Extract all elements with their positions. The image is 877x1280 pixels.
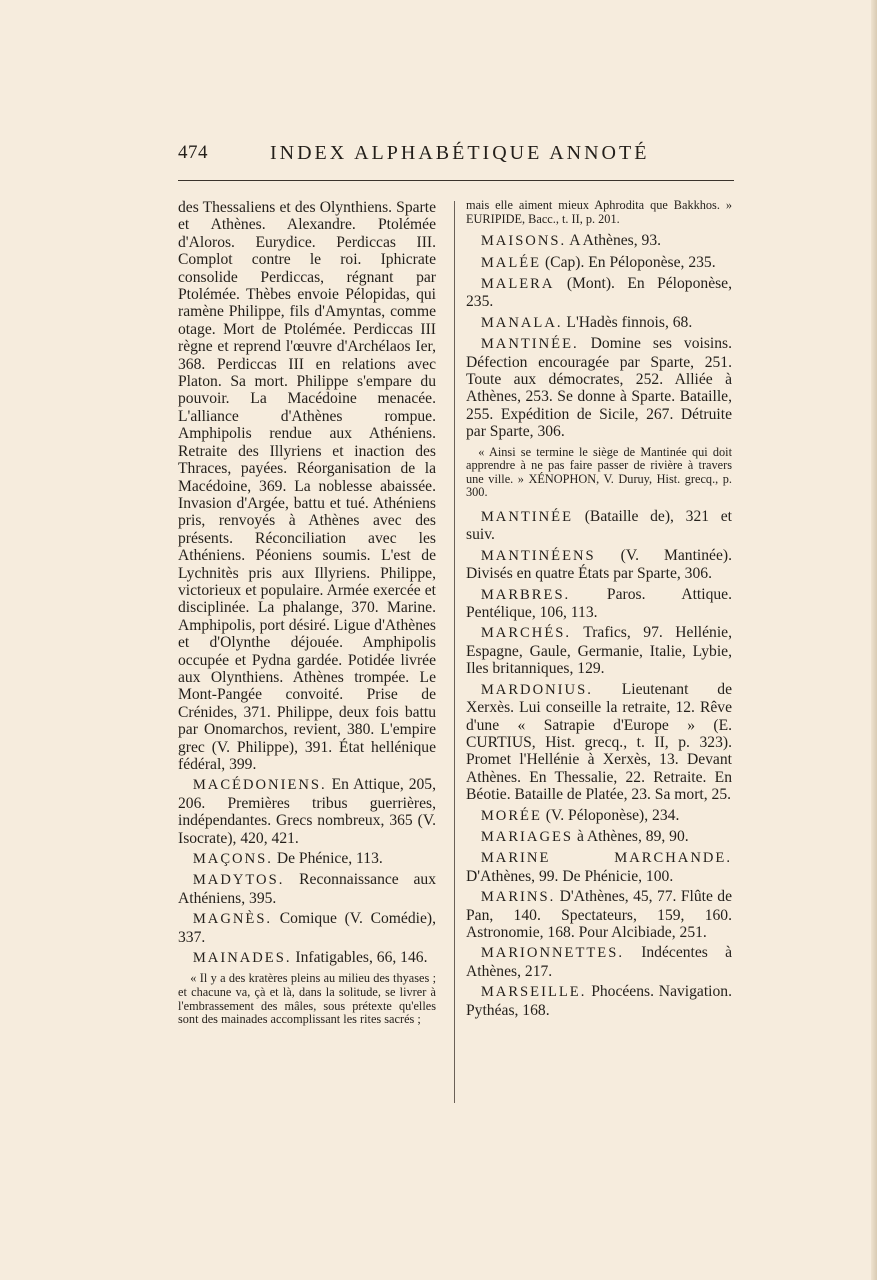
headword: MARINE MARCHANDE. xyxy=(480,850,732,867)
headword: MARBRES. xyxy=(480,586,571,603)
headword: MALERA xyxy=(480,276,555,292)
entry-text: Phocéens. Navigation. Pythéas, 168. xyxy=(466,983,732,1019)
headword: MARIAGES xyxy=(480,828,574,845)
entry-text: L'Hadès finnois, 68. xyxy=(566,313,693,331)
entry-text: D'Athènes, 99. De Phénicie, 100. xyxy=(466,867,674,885)
entry-text: En Attique, 205, 206. Premières tribus guerrières, indépendantes. Grecs nombreux, 365 (V. Isocrate), 420, 421. xyxy=(178,776,436,847)
headword: MANTINÉE. xyxy=(480,336,579,353)
column-divider xyxy=(454,201,455,1103)
entry-maisons xyxy=(466,232,732,250)
entry-moree xyxy=(466,807,732,825)
entry-text: Reconnaissance aux Athéniens, 395. xyxy=(178,871,436,907)
entry-text: Infatigables, 66, 146. xyxy=(295,949,428,967)
entry-marbres xyxy=(466,586,732,622)
headword: MARCHÉS. xyxy=(480,625,572,642)
entry-madytos xyxy=(178,871,436,907)
headword: MANTINÉENS xyxy=(480,547,596,564)
header-rule xyxy=(178,180,734,181)
entry-mariages xyxy=(466,828,732,846)
entry-text: Domine ses voisins. Défection encouragée par Sparte, 251. Toute aux démocrates, 252. Alliée à Athènes, 253. Se donne à Sparte. Bataille, 255. Expédition de Sicile, 267. Détruite par Sparte, 306. xyxy=(466,335,732,441)
entry-malee xyxy=(466,254,732,272)
entry-macedoniens xyxy=(178,776,436,847)
entry-marine xyxy=(466,849,732,885)
headword: MARIONNETTES. xyxy=(480,945,624,962)
entry-text: (Mont). En Péloponèse, 235. xyxy=(466,275,732,311)
entry-text: (Bataille de), 321 et suiv. xyxy=(466,508,732,544)
entry-mantinee-bataille xyxy=(466,508,732,544)
entry-marseille xyxy=(466,983,732,1019)
running-title: INDEX ALPHABÉTIQUE ANNOTÉ xyxy=(270,142,650,164)
headword: MANALA. xyxy=(480,314,563,331)
entry-marionnettes xyxy=(466,944,732,980)
entry-text: De Phénice, 113. xyxy=(276,850,383,868)
entry-text: Trafics, 97. Hellénie, Espagne, Gaule, Germanie, Italie, Lybie, Iles britanniques, 129. xyxy=(466,624,732,678)
entry-text: à Athènes, 89, 90. xyxy=(576,827,689,845)
headword: MALÉE xyxy=(480,254,542,271)
entry-magnes xyxy=(178,910,436,946)
entry-text: A Athènes, 93. xyxy=(569,232,662,250)
headword: MORÉE xyxy=(480,807,542,824)
headword: MACÉDONIENS. xyxy=(192,777,327,794)
headword: MADYTOS. xyxy=(192,872,285,889)
headword: MAISONS. xyxy=(480,233,567,250)
headword: MARINS. xyxy=(480,889,556,906)
headword: MARSEILLE. xyxy=(480,984,587,1001)
page-number: 474 xyxy=(178,142,208,163)
quotation: « Ainsi se termine le siège de Mantinée qui doit apprendre à ne pas faire passer de rivière à travers une ville. » XÉNOPHON, V. Duruy, Hist. grecq., p. 300. xyxy=(466,444,732,500)
entry-manala xyxy=(466,314,732,332)
entry-mardonius xyxy=(466,681,732,804)
entry-malera xyxy=(466,275,732,311)
entry-text: (V. Péloponèse), 234. xyxy=(545,806,680,824)
entry-marches xyxy=(466,624,732,677)
entry-macons xyxy=(178,850,436,868)
entry-continuation: des Thessaliens et des Olynthiens. Sparte et Athènes. Alexandre. Ptolémée d'Aloros. Eurydice. Perdiccas III. Complot contre le roi. Iphicrate consolide Perdiccas, régnant par Ptolémée. Thèbes envoie Pélopidas, qui ramène Philippe, fils d'Amyntas, comme otage. Mort de Ptolémée. Perdiccas III règne et reprend l'œuvre d'Archélaos Ier, 368. Perdiccas III en relations avec Platon. Sa mort. Philippe s'empare du pouvoir. La Macédoine menacée. L'alliance d'Athènes rompue. Amphipolis rendue aux Athéniens. Retraite des Illyriens et inaction des Thraces, payées. Réorganisation de la Macédoine, 369. La noblesse abaissée. Invasion d'Argée, battu et tué. Athéniens pris, renvoyés à Athènes avec des présents. Réconciliation avec les Athéniens. Péoniens soumis. L'est de Lychnitès pris aux Illyriens. Philippe, victorieux et populaire. Armée exercée et disciplinée. La phalange, 370. Marine. Amphipolis, port désiré. Ligue d'Athènes et d'Olynthe déjouée. Amphipolis occupée et Pydna gardée. Potidée livrée aux Olynthiens. Athènes trompée. Le Mont-Pangée convoité. Prise de Crénides, 371. Philippe, deux fois battu par Onomarchos, revient, 380. L'empire grec (V. Philippe), 391. État hellénique fédéral, 399. xyxy=(178,199,436,773)
headword: MANTINÉE xyxy=(480,509,574,526)
headword: MAINADES. xyxy=(192,950,292,967)
page-edge xyxy=(871,0,877,1280)
right-column xyxy=(466,199,732,1022)
quotation-continuation: mais elle aiment mieux Aphrodita que Bakkhos. » EURIPIDE, Bacc., t. II, p. 201. xyxy=(466,198,732,226)
entry-mantineens xyxy=(466,547,732,583)
entry-mantinee xyxy=(466,335,732,440)
headword: MAGNÈS. xyxy=(192,911,273,928)
quotation: « Il y a des kratères pleins au milieu des thyases ; et chacune va, çà et là, dans la solitude, se livrer à l'embrassement des mâles, sous prétexte qu'elles sont des mainades accomplissant les rites sacrés ; xyxy=(178,971,436,1027)
headword: MAÇONS. xyxy=(192,851,273,868)
left-column xyxy=(178,199,436,1035)
entry-text: Paros. Attique. Pentélique, 106, 113. xyxy=(466,585,732,622)
entry-text: Comique (V. Comédie), 337. xyxy=(178,910,436,946)
entry-marins xyxy=(466,888,732,941)
headword: MARDONIUS. xyxy=(480,681,593,698)
page-header xyxy=(178,142,734,168)
entry-text: (Cap). En Péloponèse, 235. xyxy=(544,253,716,271)
entry-text: (V. Mantinée). Divisés en quatre États par Sparte, 306. xyxy=(466,546,732,583)
entry-mainades xyxy=(178,949,436,967)
entry-text: Indécentes à Athènes, 217. xyxy=(466,944,732,980)
entry-text: Lieutenant de Xerxès. Lui conseille la retraite, 12. Rêve d'une « Satrapie d'Europe » (E. CURTIUS, Hist. grecq., t. II, p. 323). Promet l'Hellénie à Xerxès, 13. Devant Athènes. En Thessalie, 22. Retraite. En Béotie. Bataille de Platée, 23. Sa mort, 25. xyxy=(466,680,732,804)
entry-text: D'Athènes, 45, 77. Flûte de Pan, 140. Spectateurs, 159, 160. Astronomie, 168. Pour Alcibiade, 251. xyxy=(466,888,732,941)
